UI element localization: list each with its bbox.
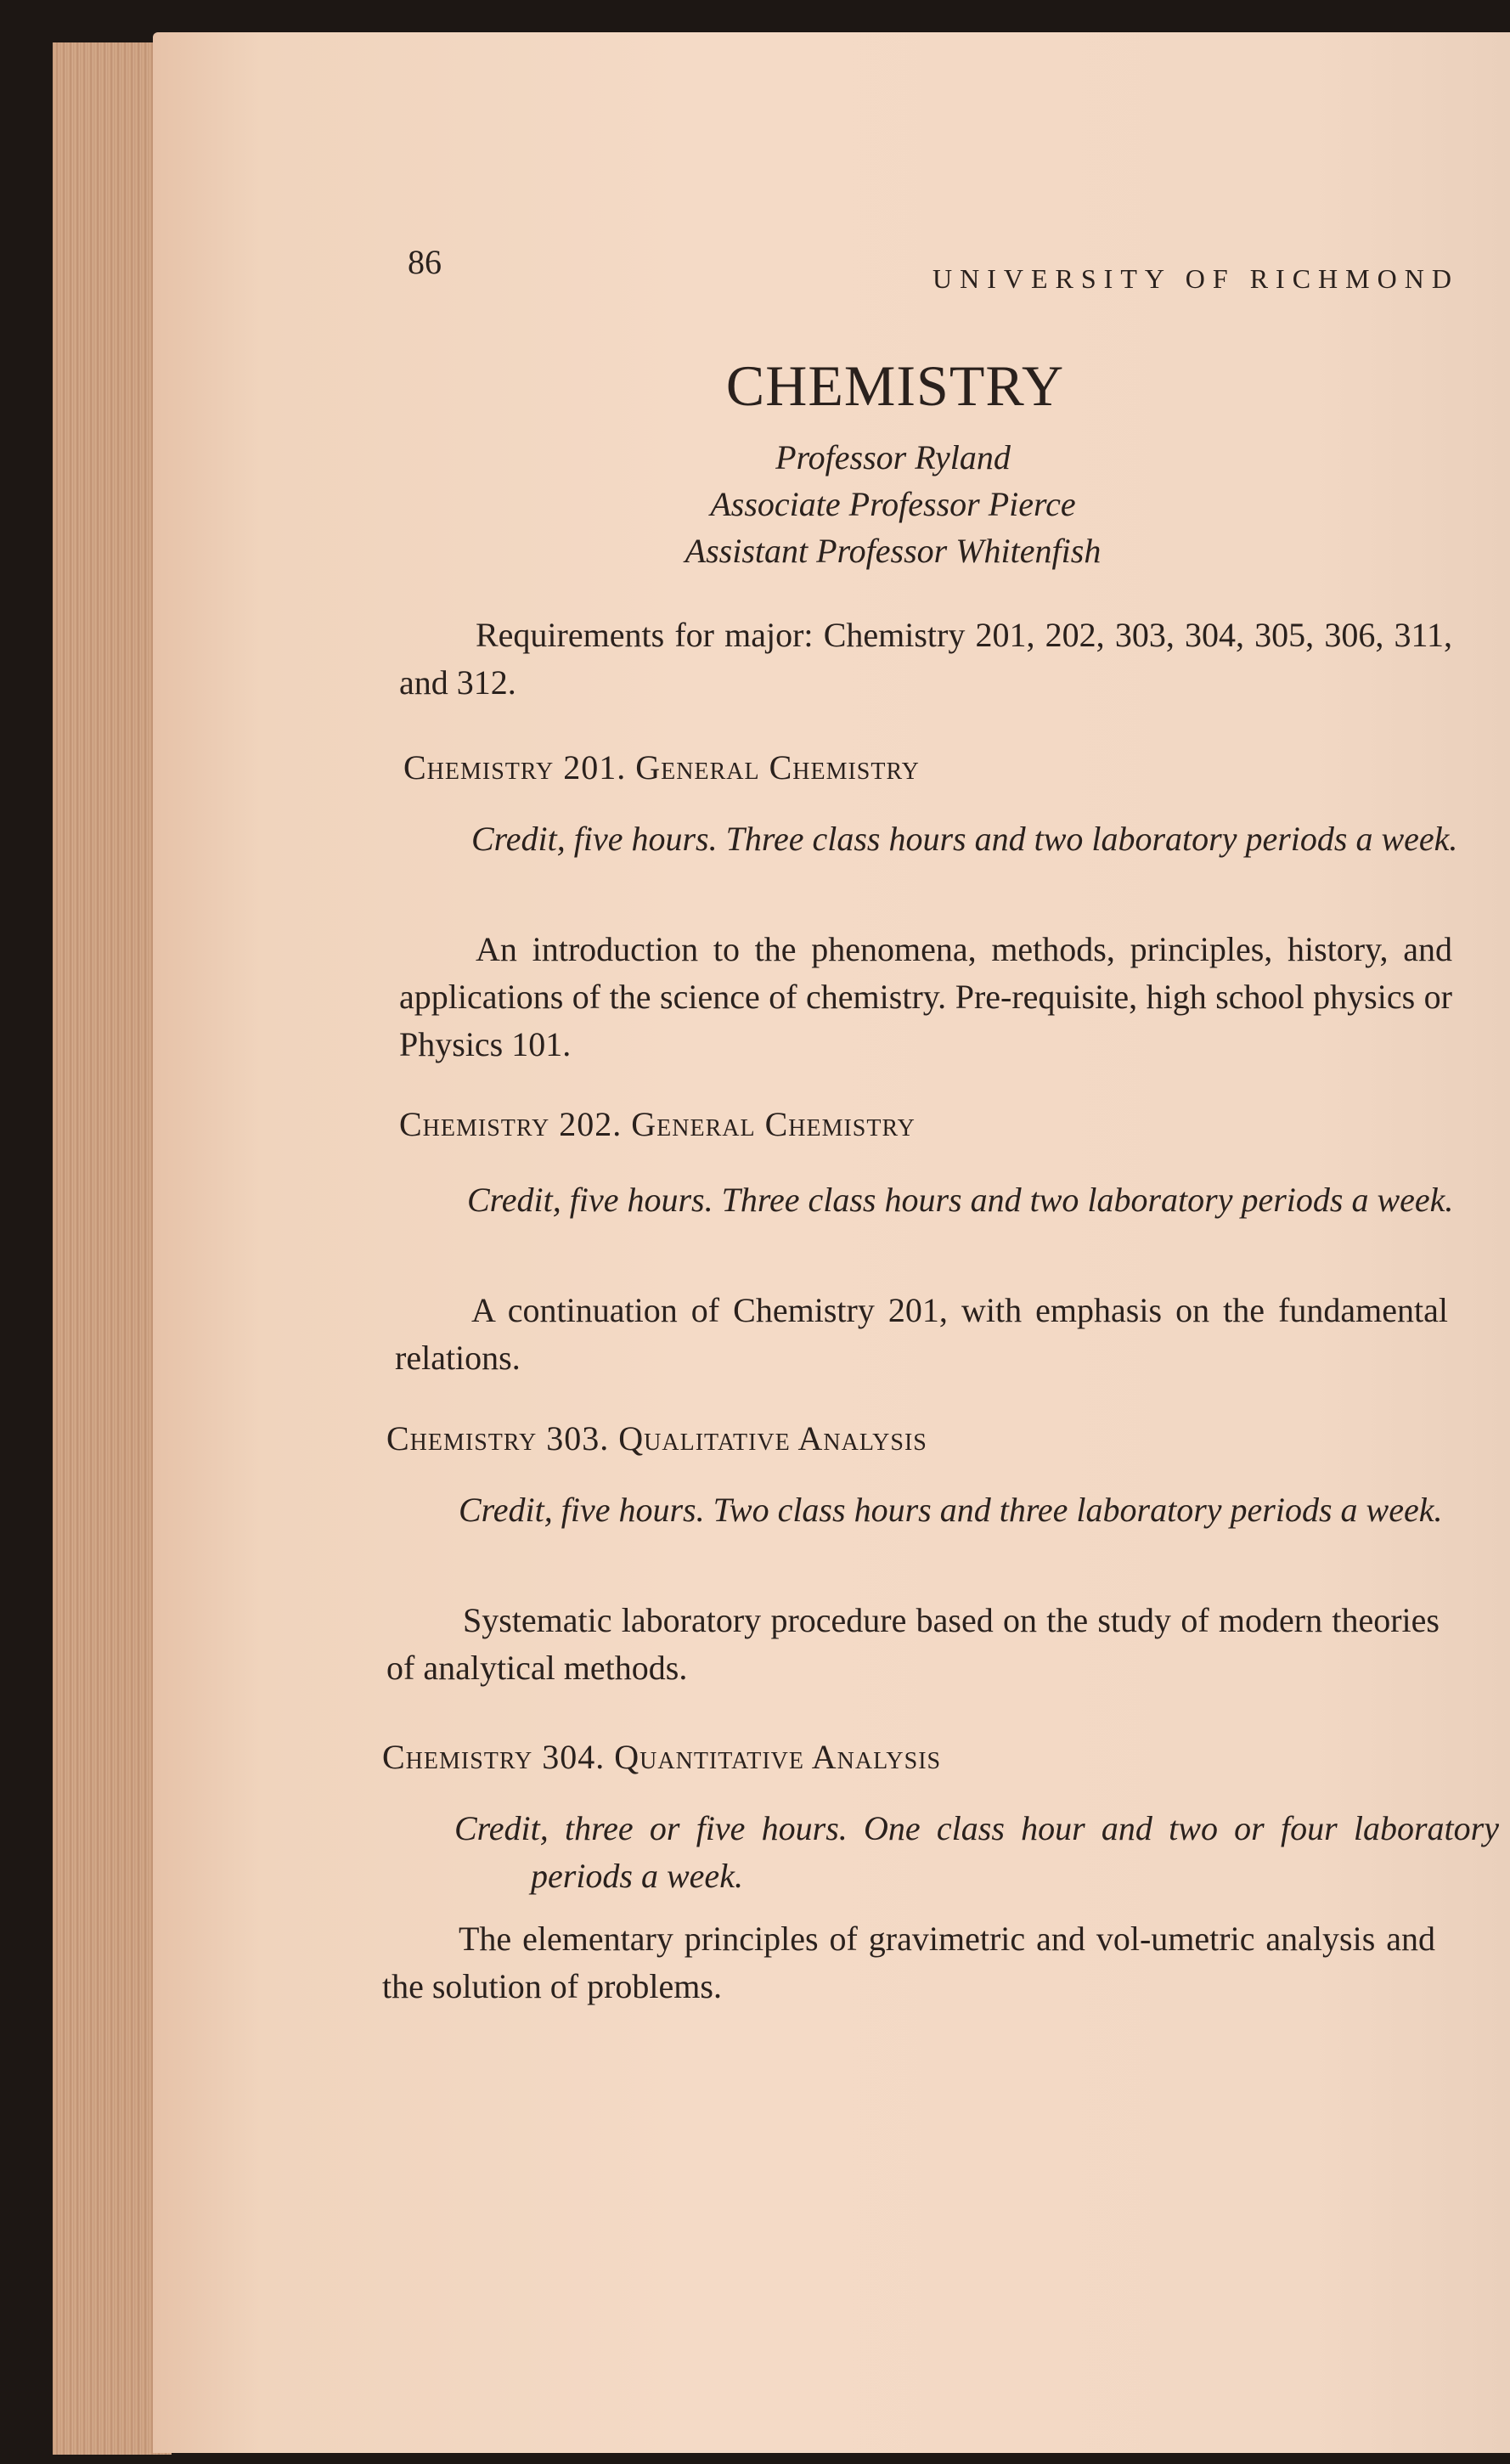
course-title: Qualitative Analysis [618, 1419, 927, 1458]
faculty-line-1 [0, 437, 1510, 477]
course-number: Chemistry 303. [386, 1419, 610, 1458]
department-title [0, 352, 1510, 420]
course-title: General Chemistry [631, 1105, 916, 1143]
page-number: 86 [408, 243, 442, 281]
course-number: Chemistry 201. [403, 748, 627, 787]
department-title-text: CHEMISTRY [725, 353, 1065, 418]
course-description-304: The elementary principles of gravimetric and vol-umetric analysis and the solution of problems. [382, 1920, 1435, 2005]
course-number: Chemistry 202. [399, 1105, 623, 1143]
faculty-name: Assistant Professor Whitenfish [685, 532, 1102, 570]
course-heading-303 [386, 1418, 927, 1458]
major-requirements: Requirements for major: Chemistry 201, 202, 303, 304, 305, 306, 311, and 312. [399, 616, 1452, 702]
faculty-line-3 [0, 531, 1510, 571]
course-credit-304: Credit, three or five hours. One class hour and two or four laboratory periods a week. [454, 1809, 1499, 1895]
course-description-202: A continuation of Chemistry 201, with emphasis on the fundamental relations. [395, 1291, 1448, 1377]
course-heading-202 [399, 1104, 916, 1144]
course-credit-202: Credit, five hours. Three class hours and two laboratory periods a week. [467, 1181, 1454, 1219]
faculty-line-2 [0, 484, 1510, 524]
course-title: General Chemistry [635, 748, 920, 787]
course-credit-201: Credit, five hours. Three class hours and two laboratory periods a week. [471, 820, 1458, 858]
course-credit-303: Credit, five hours. Two class hours and three laboratory periods a week. [459, 1491, 1443, 1529]
course-heading-201 [403, 747, 920, 787]
course-description-201: An introduction to the phenomena, methods, principles, history, and applications of the science of chemistry. Pre-requisite, high school physics or Physics 101. [399, 930, 1452, 1063]
faculty-name: Professor Ryland [775, 438, 1011, 476]
course-heading-304 [382, 1737, 941, 1777]
course-description-303: Systematic laboratory procedure based on the study of modern theories of analytical methods. [386, 1601, 1440, 1687]
running-head: UNIVERSITY OF RICHMOND [932, 263, 1459, 294]
course-title: Quantitative Analysis [614, 1738, 942, 1776]
faculty-name: Associate Professor Pierce [710, 485, 1076, 523]
course-number: Chemistry 304. [382, 1738, 606, 1776]
